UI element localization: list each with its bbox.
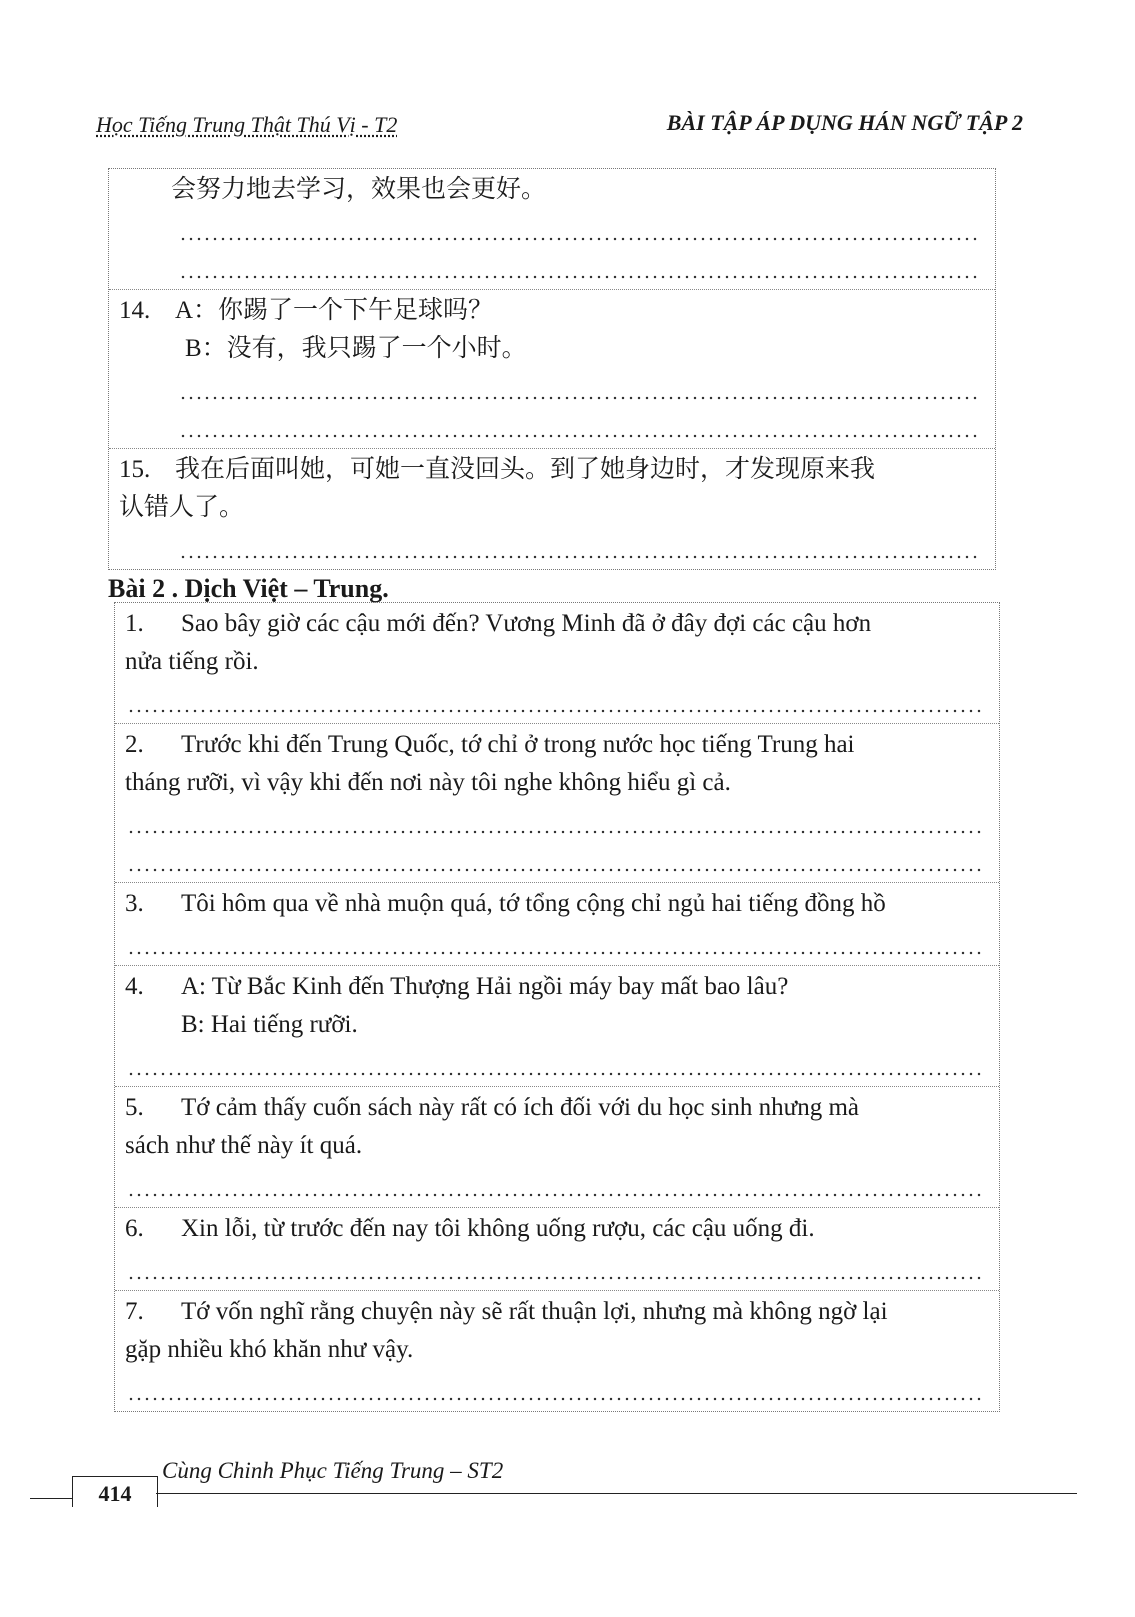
footer-rule-left bbox=[30, 1498, 72, 1499]
item-number: 7. bbox=[125, 1298, 144, 1325]
answer-line bbox=[179, 368, 979, 406]
item-text-line: Trước khi đến Trung Quốc, tớ chỉ ở trong nước học tiếng Trung hai bbox=[181, 731, 855, 758]
answer-line bbox=[179, 247, 979, 285]
item-text-line: A：你踢了一个下午足球吗？ bbox=[175, 297, 494, 324]
answer-line bbox=[127, 1369, 983, 1407]
running-header-left: Học Tiếng Trung Thật Thú Vị - T2 bbox=[96, 112, 398, 137]
item-text-line: nửa tiếng rồi. bbox=[125, 648, 259, 675]
answer-line bbox=[127, 802, 983, 840]
item-text-line: Sao bây giờ các cậu mới đến? Vương Minh đã ở đây đợi các cậu hơn bbox=[181, 610, 872, 637]
answer-line bbox=[127, 1165, 983, 1203]
answer-line bbox=[127, 1044, 983, 1082]
item-text-line: sách như thế này ít quá. bbox=[125, 1132, 363, 1159]
item-number: 2. bbox=[125, 731, 144, 758]
item-text-line: 认错人了。 bbox=[119, 494, 245, 521]
item-number: 3. bbox=[125, 890, 144, 917]
footer-rule bbox=[156, 1493, 1077, 1494]
answer-line bbox=[179, 406, 979, 444]
exercise2-item-1 bbox=[115, 603, 999, 723]
exercise2-item-3 bbox=[115, 882, 999, 965]
item-text-line: B: Hai tiếng rưỡi. bbox=[181, 1011, 358, 1038]
answer-line bbox=[179, 209, 979, 247]
item-text-line: B：没有，我只踢了一个小时。 bbox=[185, 335, 527, 362]
item-text-line: 我在后面叫她，可她一直没回头。到了她身边时，才发现原来我 bbox=[175, 456, 876, 483]
exercise2-item-5 bbox=[115, 1086, 999, 1207]
answer-line bbox=[127, 1248, 983, 1286]
item-number: 6. bbox=[125, 1215, 144, 1242]
item-text-line: 会努力地去学习，效果也会更好。 bbox=[171, 176, 547, 203]
exercise2-item-7 bbox=[115, 1290, 999, 1411]
exercise1-item-15 bbox=[109, 448, 995, 569]
exercise2-title: Bài 2 . Dịch Việt – Trung. bbox=[108, 574, 389, 603]
running-header-right: BÀI TẬP ÁP DỤNG HÁN NGỮ TẬP 2 bbox=[666, 110, 1023, 135]
item-text-line: Tôi hôm qua về nhà muộn quá, tớ tổng cộng chỉ ngủ hai tiếng đồng hồ bbox=[181, 890, 886, 917]
answer-line bbox=[179, 527, 979, 565]
item-text-line: A: Từ Bắc Kinh đến Thượng Hải ngồi máy bay mất bao lâu? bbox=[181, 973, 789, 1000]
exercise1-item-13-continued bbox=[109, 169, 995, 289]
exercise2-item-2 bbox=[115, 723, 999, 882]
item-text-line: Xin lỗi, từ trước đến nay tôi không uống rượu, các cậu uống đi. bbox=[181, 1215, 815, 1242]
item-number: 5. bbox=[125, 1094, 144, 1121]
item-number: 4. bbox=[125, 973, 144, 1000]
footer-title: Cùng Chinh Phục Tiếng Trung – ST2 bbox=[162, 1458, 504, 1483]
answer-line bbox=[127, 923, 983, 961]
page-number: 414 bbox=[72, 1476, 158, 1507]
answer-line bbox=[127, 840, 983, 878]
item-number: 1. bbox=[125, 610, 144, 637]
answer-line bbox=[127, 681, 983, 719]
item-text-line: Tớ cảm thấy cuốn sách này rất có ích đối với du học sinh nhưng mà bbox=[181, 1094, 860, 1121]
exercise1-box bbox=[108, 168, 996, 570]
item-number: 14. bbox=[119, 297, 151, 324]
item-text-line: tháng rưỡi, vì vậy khi đến nơi này tôi nghe không hiểu gì cả. bbox=[125, 769, 731, 796]
exercise1-item-14 bbox=[109, 289, 995, 448]
item-text-line: gặp nhiều khó khăn như vậy. bbox=[125, 1336, 414, 1363]
exercise2-item-4 bbox=[115, 965, 999, 1086]
exercise2-item-6 bbox=[115, 1207, 999, 1290]
item-text-line: Tớ vốn nghĩ rằng chuyện này sẽ rất thuận lợi, nhưng mà không ngờ lại bbox=[181, 1298, 888, 1325]
item-number: 15. bbox=[119, 456, 151, 483]
exercise2-box bbox=[114, 602, 1000, 1412]
